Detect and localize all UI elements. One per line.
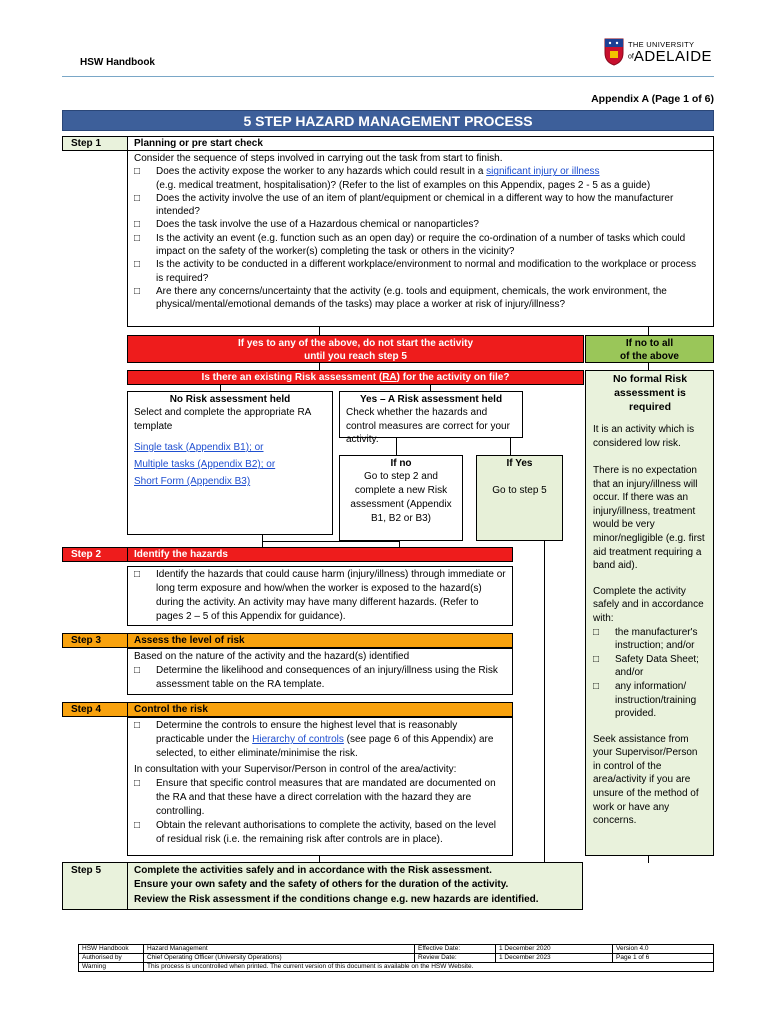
connector	[648, 363, 649, 370]
short-form-link[interactable]: Short Form (Appendix B3)	[134, 476, 251, 488]
footer-row	[79, 963, 714, 972]
checkbox-icon: □	[593, 653, 600, 665]
step1-q4: Is the activity an event (e.g. function such as an open day) or require the co-ordination of a number of tasks which could impact on the safety of the worker(s) completing the task or others in the vicinity?	[156, 232, 686, 258]
step1-heading: Planning or pre start check	[127, 136, 714, 151]
side-p3: Complete the activity safely and in accordance with:	[593, 585, 704, 624]
step1-label: Step 1	[62, 136, 128, 151]
step2-text: Identify the hazards that could cause harm (injury/illness) through immediate or long term exposure and how/when the worker is exposed to the hazard(s) during the activity. An activity may have many different hazards. (Refer to pages 2 – 5 of this Appendix for guidance).	[156, 569, 506, 622]
footer-cell: Version 4.0	[613, 945, 714, 954]
checkbox-icon: □	[134, 285, 141, 297]
checkbox-icon: □	[134, 259, 141, 271]
yes-ra-text: Check whether the hazards and control measures are correct for your activity.	[346, 407, 510, 445]
footer-cell: Hazard Management	[144, 945, 415, 954]
checkbox-icon: □	[134, 192, 141, 204]
no-formal-ra-panel	[585, 370, 714, 856]
step5-l3: Review the Risk assessment if the conditions change e.g. new hazards are identified.	[134, 893, 539, 905]
step4-label: Step 4	[62, 702, 128, 717]
footer-cell: Warning	[79, 963, 144, 972]
yes-to-any-box: If yes to any of the above, do not start the activity until you reach step 5	[127, 335, 584, 363]
footer-cell: Review Date:	[415, 954, 496, 963]
footer-row	[79, 954, 714, 963]
step4-t1: Determine the controls to ensure the highest level that is reasonably practicable under the Hierarchy of controls (see page 6 of this Appendix) are selected, to either eliminate/minimise the risk.	[156, 720, 494, 759]
connector	[396, 438, 397, 455]
step1-q2: Does the activity involve the use of an item of plant/equipment or chemical in a different way to how the manufacturer intended?	[156, 192, 674, 218]
side-p1: It is an activity which is considered low risk.	[593, 424, 695, 449]
side-b1: the manufacturer's instruction; and/or	[615, 626, 698, 652]
if-no-box	[339, 455, 463, 541]
footer-cell: 1 December 2020	[496, 945, 613, 954]
checkbox-icon: □	[134, 219, 141, 231]
checkbox-icon: □	[134, 232, 141, 244]
side-b3: any information/ instruction/training provided.	[615, 680, 697, 720]
step3-intro: Based on the nature of the activity and the hazard(s) identified	[134, 651, 410, 662]
footer-cell: This process is uncontrolled when printed. The current version of this document is available on the HSW Website.	[144, 963, 714, 972]
university-logo: ofADELAIDE	[628, 48, 713, 65]
connector	[648, 856, 649, 863]
step2-label: Step 2	[62, 547, 128, 562]
appendix-label: Appendix A (Page 1 of 6)	[591, 93, 714, 105]
step3-body	[127, 648, 513, 695]
side-p2: There is no expectation that an injury/illness will occur. If there was an injury/illness, treatment would be very minor/negligible (e.g. first aid treatment requiring a band aid).	[593, 465, 705, 572]
footer-row	[79, 945, 714, 954]
checkbox-icon: □	[134, 820, 141, 831]
step4-body	[127, 717, 513, 856]
ra-question-box: Is there an existing Risk assessment (RA) for the activity on file?	[127, 370, 584, 385]
connector	[544, 541, 545, 863]
if-yes-heading: If Yes	[506, 458, 533, 469]
step1-q3: Does the task involve the use of a Hazardous chemical or nanoparticles?	[156, 219, 479, 231]
footer-cell: Authorised by	[79, 954, 144, 963]
step3-text: Determine the likelihood and consequences of an injury/illness using the Risk assessment table on the RA template.	[156, 665, 498, 690]
step5-label: Step 5	[62, 862, 128, 910]
step5-l1: Complete the activities safely and in accordance with the Risk assessment.	[134, 865, 492, 876]
side-b2: Safety Data Sheet; and/or	[615, 653, 699, 679]
side-heading: No formal Risk assessment is required	[612, 373, 688, 413]
connector	[262, 541, 399, 542]
connector	[510, 438, 511, 455]
page-title: 5 STEP HAZARD MANAGEMENT PROCESS	[62, 110, 714, 131]
step5-body	[127, 862, 583, 910]
footer-cell: Chief Operating Officer (University Operations)	[144, 954, 415, 963]
if-no-heading: If no	[390, 458, 412, 469]
no-ra-text: Select and complete the appropriate RA template	[134, 407, 311, 432]
step1-q6: Are there any concerns/uncertainty that the activity (e.g. tools and equipment, chemicals, the work environment, the physical/mental/emotional demands of the tasks) may place a worker at risk of injury/illness?	[156, 285, 667, 311]
significant-injury-link[interactable]: significant injury or illness	[486, 166, 600, 178]
step1-q1: Does the activity expose the worker to any hazards which could result in a significant injury or illness (e.g. medical treatment, hospitalisation)? (Refer to the list of examples on this Appendix, pages 2 - 5 as a guide)	[156, 166, 651, 191]
step1-q5: Is the activity to be conducted in a different workplace/environment to normal and modification to the workplace or process is required?	[156, 259, 697, 284]
checkbox-icon: □	[134, 665, 141, 676]
checkbox-icon: □	[134, 720, 141, 731]
checkbox-icon: □	[134, 166, 141, 178]
footer-table	[78, 944, 714, 972]
step4-heading: Control the risk	[127, 702, 513, 717]
handbook-title: HSW Handbook	[80, 57, 155, 68]
hierarchy-of-controls-link[interactable]: Hierarchy of controls	[252, 734, 344, 745]
connector	[319, 363, 320, 370]
university-crest-icon	[604, 38, 624, 66]
no-to-all-box: If no to all of the above	[585, 335, 714, 363]
yes-ra-box	[339, 391, 523, 445]
if-yes-text: Go to step 5	[492, 485, 547, 497]
single-task-link[interactable]: Single task (Appendix B1); or	[134, 441, 264, 453]
step5-l2: Ensure your own safety and the safety of others for the duration of the activity.	[134, 879, 509, 891]
university-top: THE UNIVERSITY	[628, 40, 695, 49]
header-rule	[62, 76, 714, 77]
footer-cell: Page 1 of 6	[613, 954, 714, 963]
step3-label: Step 3	[62, 633, 128, 648]
step1-body	[127, 150, 714, 327]
checkbox-icon: □	[593, 680, 600, 692]
step4-t2: Ensure that specific control measures that are mandated are documented on the RA and that these have a direct correlation with the hazard they are controlling.	[156, 778, 496, 817]
if-no-text: Go to step 2 and complete a new Risk assessment (Appendix B1, B2 or B3)	[350, 471, 452, 525]
step1-intro: Consider the sequence of steps involved in carrying out the task from start to finish.	[134, 153, 503, 164]
yes-ra-heading: Yes – A Risk assessment held	[359, 394, 503, 405]
no-ra-heading: No Risk assessment held	[169, 394, 291, 405]
step4-consult: In consultation with your Supervisor/Person in control of the area/activity:	[134, 764, 457, 775]
checkbox-icon: □	[134, 778, 141, 789]
ra-link[interactable]: RA	[382, 372, 397, 383]
step3-heading: Assess the level of risk	[127, 633, 513, 648]
step2-heading: Identify the hazards	[127, 547, 513, 562]
step2-body	[127, 566, 513, 626]
footer-cell: Effective Date:	[415, 945, 496, 954]
checkbox-icon: □	[593, 626, 600, 638]
no-ra-box	[127, 391, 333, 535]
if-yes-box	[476, 455, 563, 541]
step4-t3: Obtain the relevant authorisations to complete the activity, based on the level of residual risk (i.e. the remaining risk after controls are in place).	[156, 820, 497, 845]
checkbox-icon: □	[134, 569, 141, 580]
multiple-tasks-link[interactable]: Multiple tasks (Appendix B2); or	[134, 459, 276, 471]
footer-cell: 1 December 2023	[496, 954, 613, 963]
footer-cell: HSW Handbook	[79, 945, 144, 954]
side-p4: Seek assistance from your Supervisor/Person in control of the area/activity if you are unsure of the method of work or have any concerns.	[593, 733, 699, 827]
